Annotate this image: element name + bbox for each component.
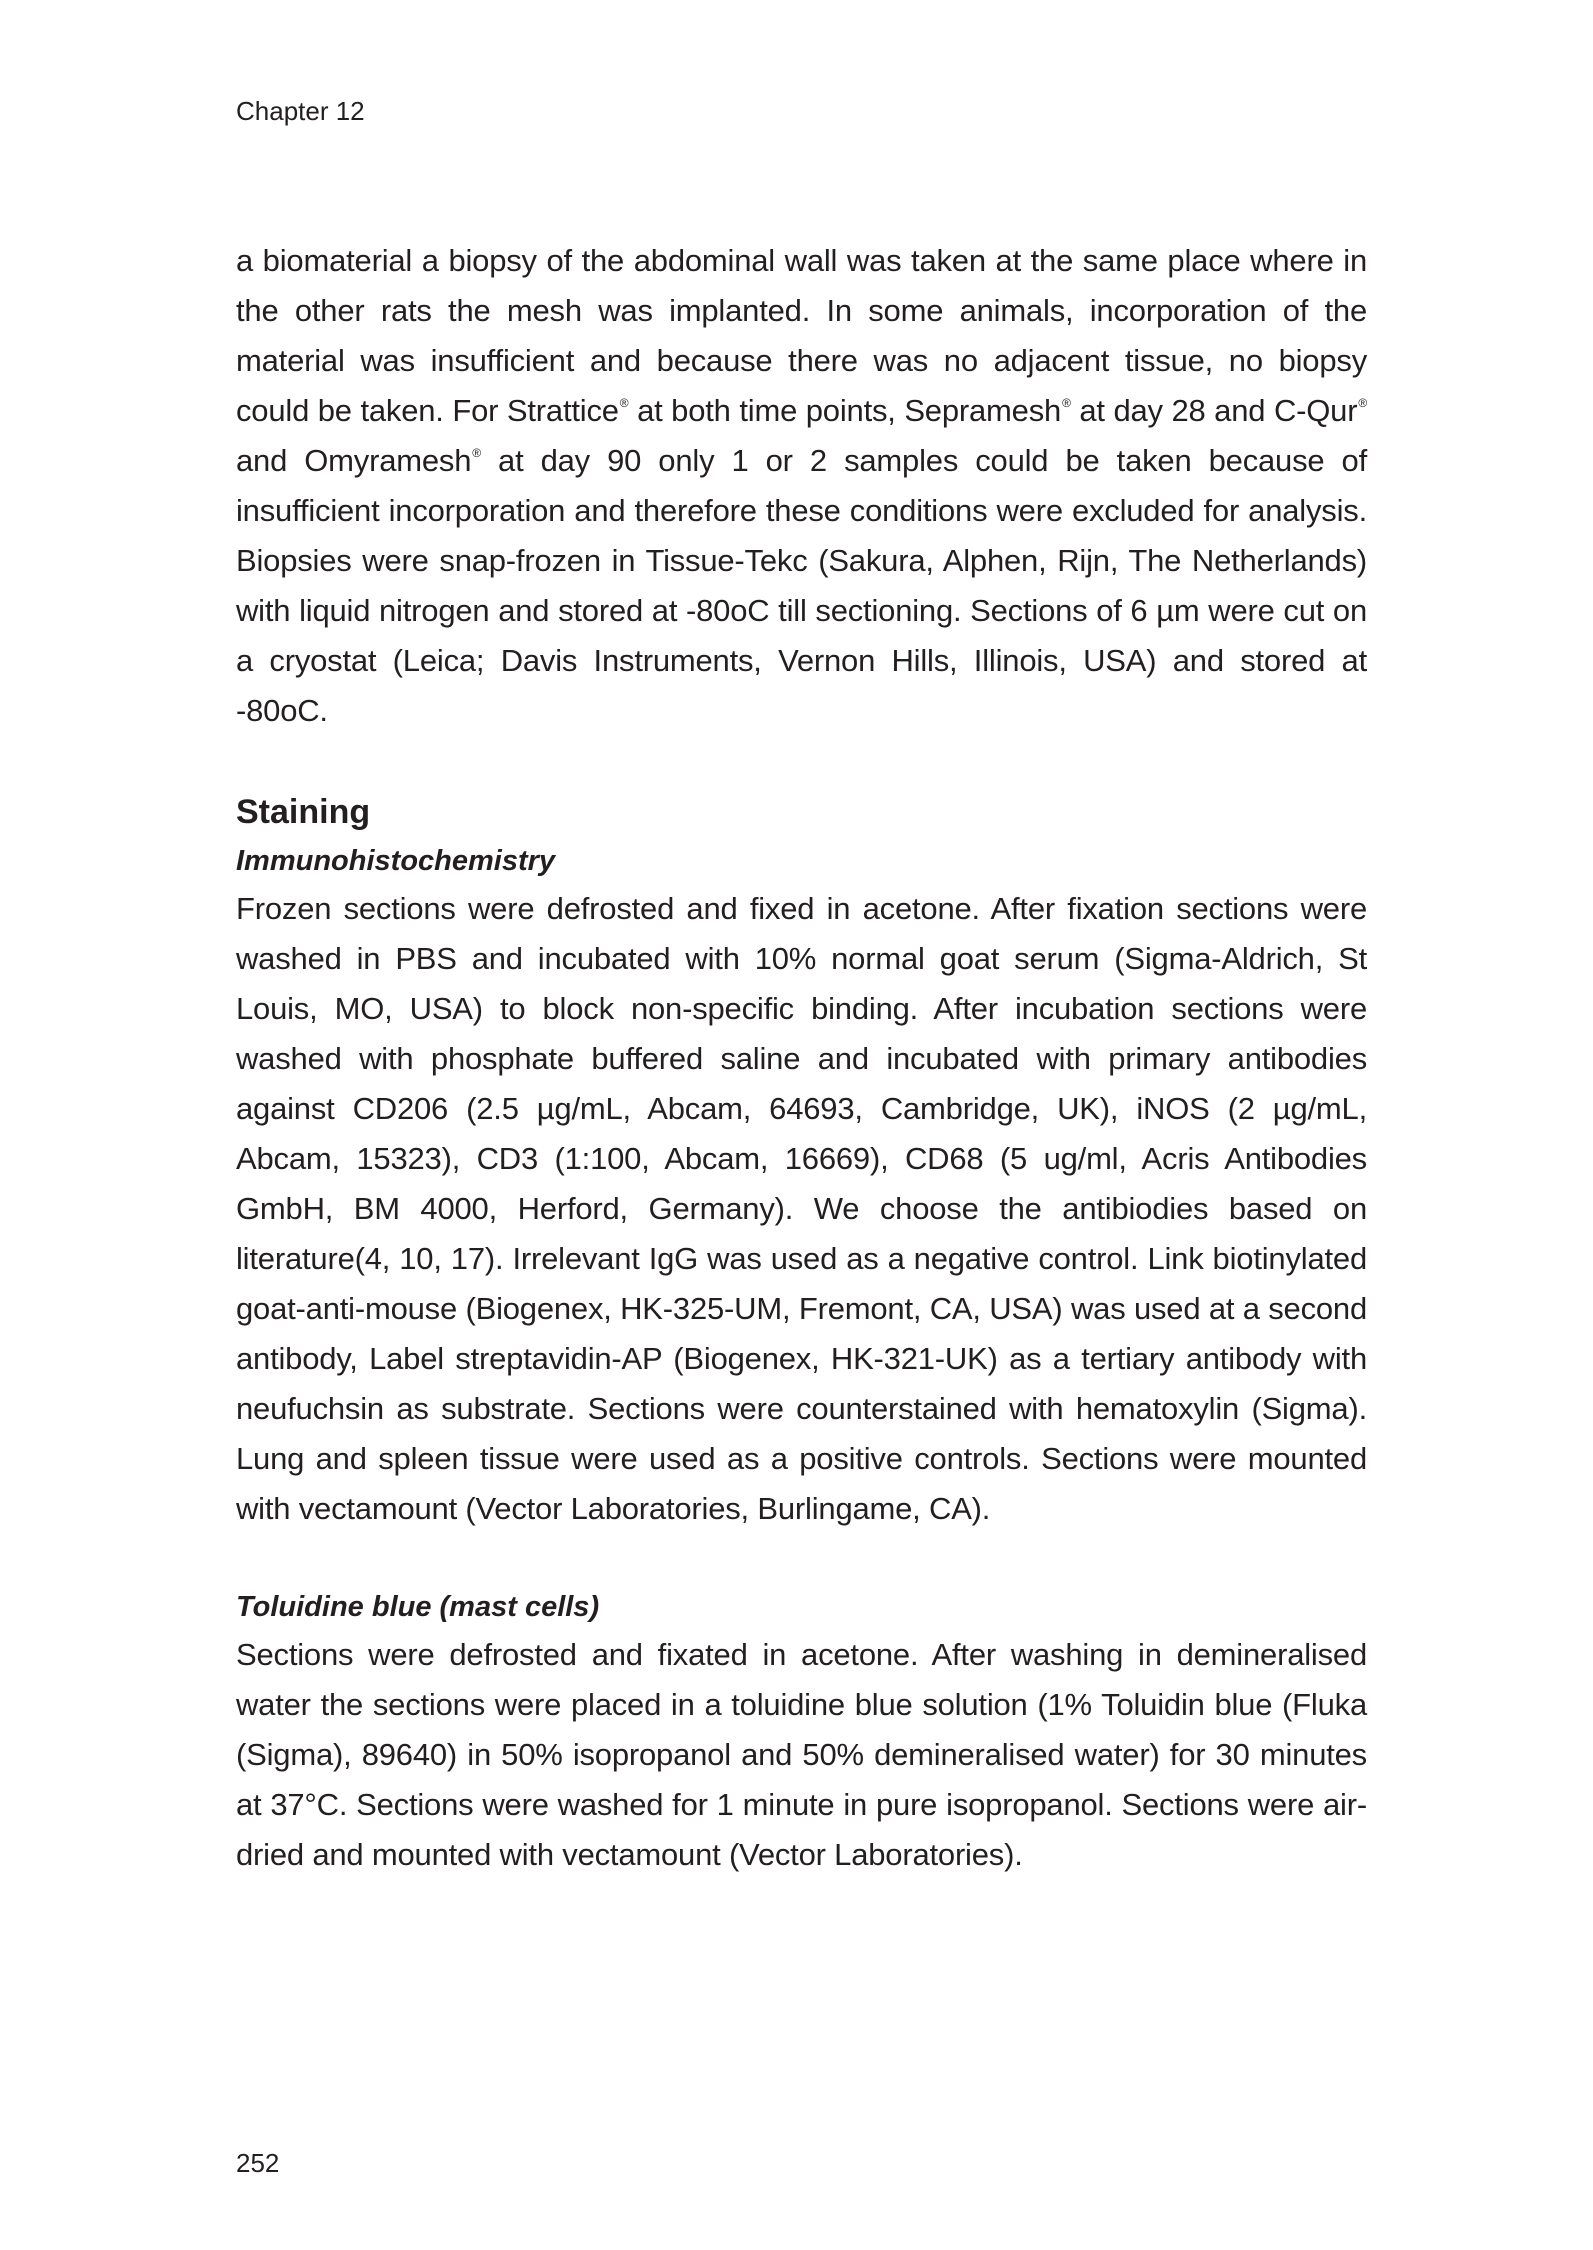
- intro-text-part-3: at day 28 and C-Qur: [1070, 393, 1358, 428]
- running-head: Chapter 12: [236, 96, 365, 126]
- registered-mark: ®: [1358, 396, 1367, 410]
- toluidine-blue-paragraph: Sections were defrosted and fixated in acetone. After washing in demineralised water the sections were placed in a toluidine blue solution (1% Toluidin blue (Fluka (Sigma), 89640) in 50% isopropanol and 50% demineralised water) for 30 minutes at 37°C. Sections were washed for 1 minute in pure isopropanol. Sections were air-dried and mounted with vectamount (Vector Laboratories).: [236, 1637, 1367, 1872]
- immunohistochemistry-heading: Immunohistochemistry: [236, 845, 556, 877]
- registered-mark: ®: [472, 446, 481, 460]
- page-content: [236, 236, 1367, 1880]
- toluidine-blue-heading: Toluidine blue (mast cells): [236, 1591, 600, 1623]
- registered-mark: ®: [619, 396, 629, 410]
- intro-paragraph: [236, 236, 1367, 736]
- registered-mark: ®: [1062, 396, 1071, 410]
- intro-text-part-1: a biomaterial a biopsy of the abdominal wall was taken at the same place where in the other rats the mesh was implanted. In some animals, incorporation of the material was insufficient and because there was no adjacent tissue, no biopsy could be taken. For Strattice: [236, 243, 1367, 428]
- staining-heading: Staining: [236, 793, 371, 831]
- intro-text-part-5: at day 90 only 1 or 2 samples could be taken because of insufficient incorporation and therefore these conditions were excluded for analysis. Biopsies were snap-frozen in Tissue-Tekc (Sakura, Alphen, Rijn, The Netherlands) with liquid nitrogen and stored at -80oC till sectioning. Sections of 6 µm were cut on a cryostat (Leica; Davis Instruments, Vernon Hills, Illinois, USA) and stored at -80oC.: [236, 443, 1367, 728]
- intro-text-part-4: and Omyramesh: [236, 443, 472, 478]
- page-number: 252: [236, 2148, 280, 2178]
- immunohistochemistry-paragraph: Frozen sections were defrosted and fixed in acetone. After fixation sections were washed in PBS and incubated with 10% normal goat serum (Sigma-Aldrich, St Louis, MO, USA) to block non-specific binding. After incubation sections were washed with phosphate buffered saline and incubated with primary antibodies against CD206 (2.5 µg/mL, Abcam, 64693, Cambridge, UK), iNOS (2 µg/mL, Abcam, 15323), CD3 (1:100, Abcam, 16669), CD68 (5 ug/ml, Acris Antibodies GmbH, BM 4000, Herford, Germany). We choose the antibiodies based on literature(4, 10, 17). Irrelevant IgG was used as a negative control. Link biotinylated goat-anti-mouse (Biogenex, HK-325-UM, Fremont, CA, USA) was used at a second antibody, Label streptavidin-AP (Biogenex, HK-321-UK) as a tertiary antibody with neufuchsin as substrate. Sections were counterstained with hematoxylin (Sigma). Lung and spleen tissue were used as a positive controls. Sections were mounted with vectamount (Vector Laboratories, Burlingame, CA).: [236, 891, 1367, 1526]
- intro-text-part-2: at both time points, Sepramesh: [628, 393, 1062, 428]
